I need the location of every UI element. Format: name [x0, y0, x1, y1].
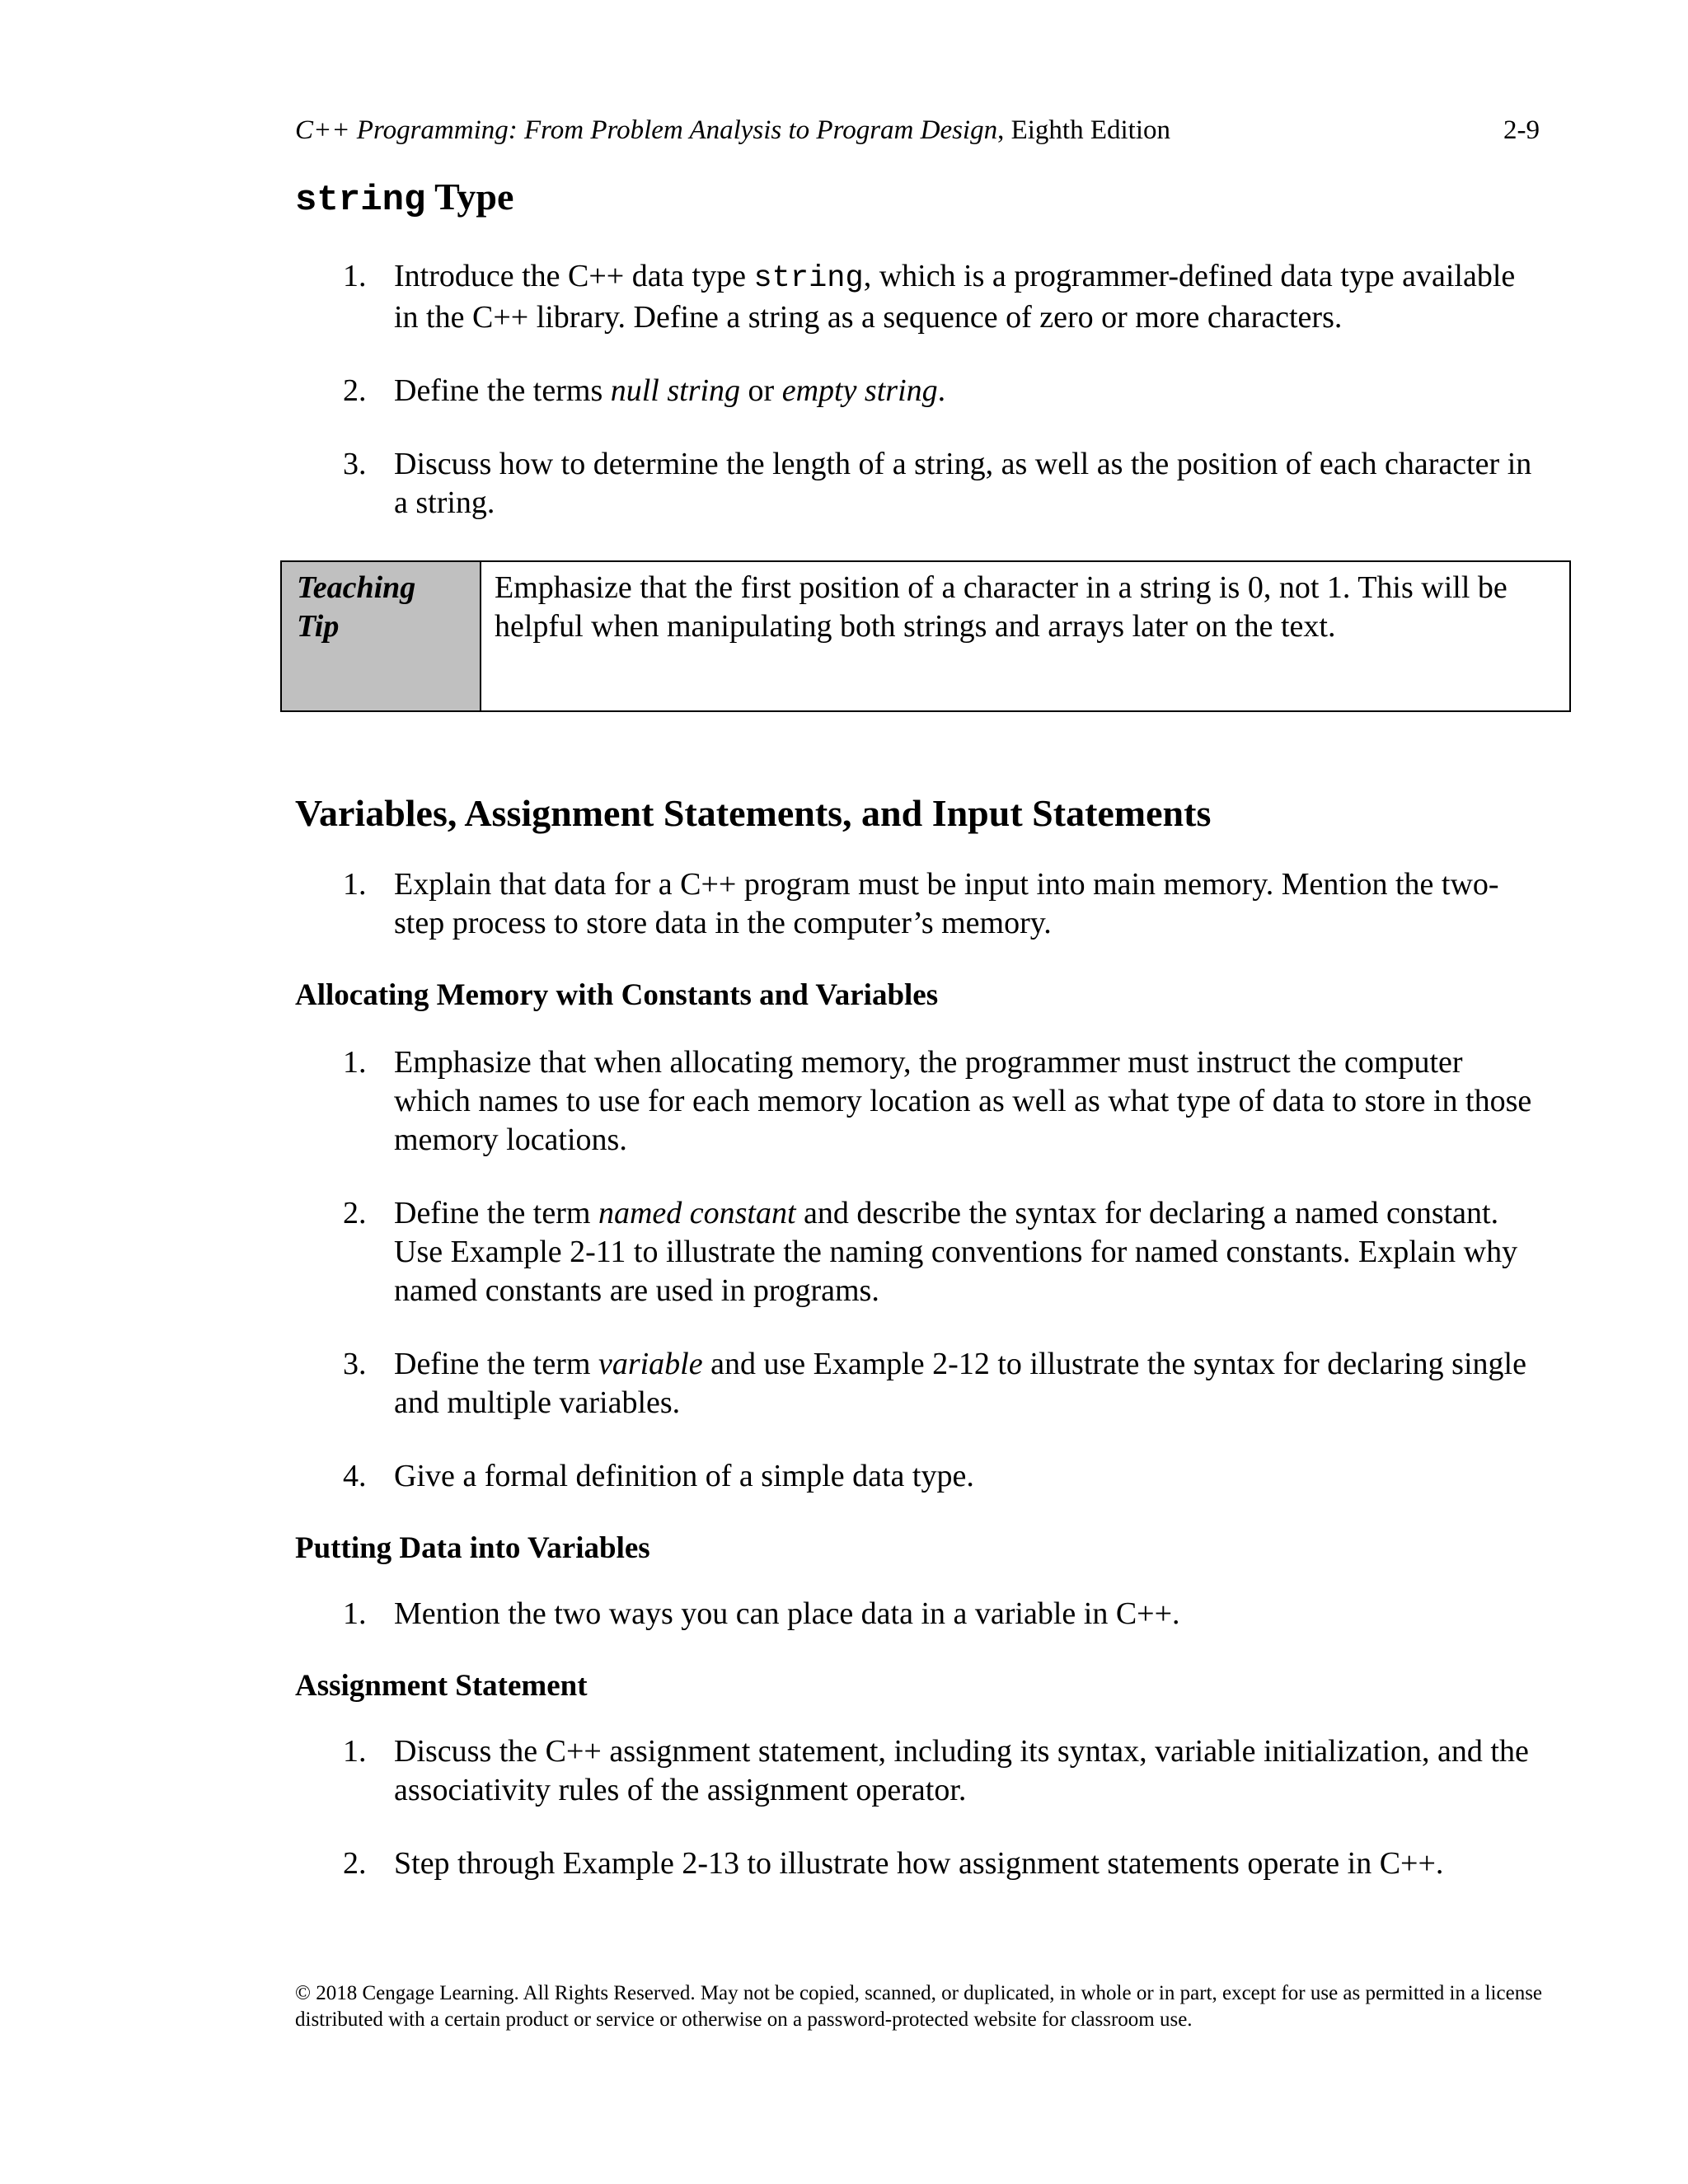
putting-data-list — [295, 1595, 1540, 1633]
term-emphasis: named constant — [598, 1196, 796, 1230]
putting-data-heading: Putting Data into Variables — [295, 1531, 650, 1565]
term-emphasis: null string — [610, 373, 741, 408]
list-item-text: , which is a programmer-defined data type available in the C++ library. Define a string as a sequence of zero or more characters. — [394, 259, 1516, 335]
list-item — [295, 445, 1540, 523]
list-item-text: Mention the two ways you can place data in a variable in C++. — [394, 1596, 1180, 1631]
teaching-tip-label-line: Tip — [297, 609, 340, 644]
teaching-tip-label-line: Teaching — [297, 570, 416, 605]
list-item-number: 1. — [343, 1596, 367, 1631]
list-item-number: 3. — [343, 1347, 367, 1381]
list-item-text: Give a formal definition of a simple data type. — [394, 1459, 974, 1493]
list-item — [295, 1844, 1540, 1883]
string-type-heading-code: string — [295, 180, 426, 221]
inline-code: string — [753, 261, 864, 296]
list-item — [295, 1457, 1540, 1496]
list-item — [295, 1043, 1540, 1160]
list-item — [295, 372, 1540, 410]
assignment-statement-heading: Assignment Statement — [295, 1669, 588, 1703]
list-item — [295, 1194, 1540, 1310]
list-item-number: 1. — [343, 1045, 367, 1080]
term-emphasis: variable — [598, 1347, 703, 1381]
book-title-line — [295, 115, 1170, 146]
list-item-number: 3. — [343, 447, 367, 481]
list-item-text: Discuss how to determine the length of a string, as well as the position of each character in a string. — [394, 447, 1532, 520]
list-item — [295, 865, 1540, 943]
list-item-number: 2. — [343, 1196, 367, 1230]
string-type-heading — [295, 175, 1540, 224]
list-item-number: 4. — [343, 1459, 367, 1493]
list-item-text: Define the terms — [394, 373, 611, 408]
string-type-list — [295, 257, 1540, 523]
list-item-text: Define the term — [394, 1196, 598, 1230]
list-item-number: 2. — [343, 1846, 367, 1881]
book-edition: , Eighth Edition — [997, 115, 1171, 145]
page-content — [295, 115, 1540, 1883]
list-item-text: Introduce the C++ data type — [394, 259, 754, 293]
list-item-number: 2. — [343, 373, 367, 408]
string-type-heading-text: Type — [425, 176, 514, 218]
term-emphasis: empty string — [781, 373, 938, 408]
allocating-memory-heading: Allocating Memory with Constants and Variables — [295, 978, 939, 1012]
list-item-text: . — [937, 373, 946, 408]
list-item-text: Define the term — [394, 1347, 598, 1381]
teaching-tip-text: Emphasize that the first position of a character in a string is 0, not 1. This will be helpful when manipulating both strings and arrays later on the text. — [495, 570, 1507, 644]
teaching-tip-label — [282, 562, 481, 710]
assignment-statement-list — [295, 1732, 1540, 1883]
running-header — [295, 115, 1540, 153]
list-item-text: Explain that data for a C++ program must be input into main memory. Mention the two-step process to store data in the computer’s memory. — [394, 867, 1499, 940]
allocating-memory-list — [295, 1043, 1540, 1496]
list-item-text: and use Example 2-12 to illustrate the syntax for declaring single and multiple variables. — [394, 1347, 1526, 1420]
copyright-footer: © 2018 Cengage Learning. All Rights Reserved. May not be copied, scanned, or duplicated, in whole or in part, except for use as permitted in a license distributed with a certain product or service or otherwise on a password-protected website for classroom use. — [295, 1982, 1543, 2031]
variables-list — [295, 865, 1540, 943]
page-number: 2-9 — [1503, 115, 1540, 145]
list-item-text: Emphasize that when allocating memory, the programmer must instruct the computer which names to use for each memory location as well as what type of data to store in those memory locations. — [394, 1045, 1532, 1157]
list-item — [295, 1732, 1540, 1810]
list-item — [295, 257, 1540, 337]
list-item-number: 1. — [343, 259, 367, 293]
list-item-text: Step through Example 2-13 to illustrate how assignment statements operate in C++. — [394, 1846, 1444, 1881]
list-item — [295, 1595, 1540, 1633]
list-item — [295, 1345, 1540, 1422]
list-item-number: 1. — [343, 1734, 367, 1769]
variables-section-heading: Variables, Assignment Statements, and Input Statements — [295, 792, 1212, 834]
list-item-text: Discuss the C++ assignment statement, including its syntax, variable initialization, and the associativity rules of the assignment operator. — [394, 1734, 1529, 1807]
list-item-text: or — [740, 373, 782, 408]
book-title: C++ Programming: From Problem Analysis to Program Design — [295, 115, 998, 145]
teaching-tip-box — [280, 560, 1571, 712]
list-item-number: 1. — [343, 867, 367, 902]
list-item-text: and describe the syntax for declaring a named constant. Use Example 2-11 to illustrate the naming conventions for named constants. Explain why named constants are used in programs. — [394, 1196, 1518, 1308]
